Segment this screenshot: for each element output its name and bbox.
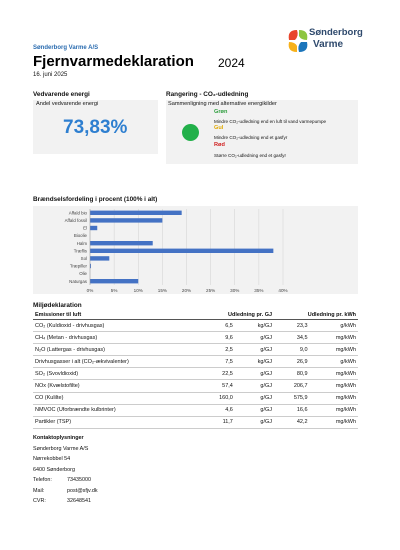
ranking-yellow-label: Gul: [214, 125, 224, 131]
emission-name: NMVOC (Uforbrændte kulbrinter): [33, 404, 197, 416]
emissions-section-title: Miljødeklaration: [33, 302, 82, 309]
declaration-year: 2024: [218, 56, 245, 70]
chart-x-tick-label: 5%: [110, 288, 118, 293]
contact-cvr-label: CVR:: [33, 498, 46, 504]
emission-name: Drivhusgasser i alt (CO₂-ækvivalenter): [33, 356, 197, 368]
chart-category-label: Bioolie: [73, 233, 87, 239]
renewable-label: Andel vedvarende energi: [36, 101, 99, 107]
contact-block: [33, 433, 98, 507]
chart-category-label: Træpiller: [69, 263, 87, 269]
emissions-header-row: [33, 311, 358, 320]
emission-value-gj: 2,5: [197, 344, 235, 356]
contact-city: 6400 Sønderborg: [33, 466, 75, 473]
ranking-indicator-icon: [182, 124, 199, 141]
emission-name: CO₂ (Kuldioxid - drivhusgas): [33, 320, 197, 332]
emissions-row: [33, 320, 358, 332]
ranking-red-desc: Større CO₂-udledning end et gasfyr: [214, 153, 286, 158]
emission-value-kwh: 206,7: [274, 380, 310, 392]
chart-category-label: Olie: [79, 271, 87, 277]
contact-mail-row: [33, 486, 98, 497]
emission-name: CH₄ (Metan - drivhusgas): [33, 332, 197, 344]
chart-bar: [90, 226, 97, 230]
renewable-panel: [33, 100, 158, 154]
chart-category-label: Naturgas: [69, 278, 87, 284]
emissions-row: [33, 368, 358, 380]
emission-unit-gj: g/GJ: [235, 332, 274, 344]
emission-unit-gj: g/GJ: [235, 392, 274, 404]
header-emission: Emissioner til luft: [33, 311, 197, 320]
emission-unit-kwh: g/kWh: [310, 320, 358, 332]
emission-value-kwh: 42,2: [274, 416, 310, 428]
emission-unit-gj: kg/GJ: [235, 356, 274, 368]
chart-category-label: Affald bio: [68, 210, 87, 216]
contact-phone: 73435000: [67, 477, 91, 483]
chart-bar: [90, 279, 138, 283]
header-per-kwh: Udledning pr. kWh: [274, 311, 358, 320]
emission-unit-gj: kg/GJ: [235, 320, 274, 332]
contact-phone-row: [33, 475, 98, 486]
header-per-gj: Udledning pr. GJ: [197, 311, 274, 320]
fuel-chart-title: Brændselsfordeling i procent (100% i alt): [33, 196, 158, 203]
ranking-subtitle: Sammenligning med alternative energikilder: [168, 101, 277, 107]
chart-category-label: Sol: [80, 256, 87, 261]
chart-x-tick-label: 35%: [254, 288, 264, 293]
emissions-row: [33, 380, 358, 392]
chart-x-tick-label: 15%: [157, 288, 167, 293]
emission-value-kwh: 26,9: [274, 356, 310, 368]
emission-unit-kwh: mg/kWh: [310, 368, 358, 380]
chart-category-label: Træflis: [73, 248, 87, 254]
declaration-date: 16. juni 2025: [33, 72, 68, 78]
emission-value-gj: 6,5: [197, 320, 235, 332]
contact-title: Kontaktoplysninger: [33, 435, 84, 441]
emission-value-kwh: 34,5: [274, 332, 310, 344]
emission-unit-kwh: mg/kWh: [310, 380, 358, 392]
emission-unit-gj: g/GJ: [235, 416, 274, 428]
emission-name: N₂O (Lattergas - drivhusgas): [33, 344, 197, 356]
contact-street: Nørrekobbel 54: [33, 456, 71, 462]
emission-name: SO₂ (Svovldioxid): [33, 368, 197, 380]
chart-x-tick-label: 30%: [230, 288, 240, 293]
chart-x-tick-label: 25%: [206, 288, 216, 293]
emission-unit-gj: g/GJ: [235, 404, 274, 416]
emission-unit-gj: g/GJ: [235, 368, 274, 380]
emission-value-gj: 160,0: [197, 392, 235, 404]
emission-unit-kwh: mg/kWh: [310, 344, 358, 356]
emission-unit-kwh: mg/kWh: [310, 332, 358, 344]
emission-value-gj: 4,6: [197, 404, 235, 416]
emissions-row: [33, 356, 358, 368]
company-logo: [283, 24, 373, 58]
emission-value-gj: 22,5: [197, 368, 235, 380]
fuel-distribution-chart: [33, 206, 358, 294]
page-title: Fjernvarmedeklaration: [33, 53, 194, 70]
emission-value-kwh: 23,3: [274, 320, 310, 332]
emissions-table: [33, 311, 358, 429]
chart-bar: [90, 211, 182, 215]
contact-phone-label: Telefon:: [33, 477, 52, 483]
emissions-row: [33, 332, 358, 344]
fuel-chart-panel: [33, 206, 358, 294]
contact-cvr: 32648541: [67, 498, 91, 504]
emission-value-gj: 11,7: [197, 416, 235, 428]
logo-text-line1: Sønderborg: [309, 27, 363, 38]
emission-unit-kwh: mg/kWh: [310, 392, 358, 404]
emission-value-gj: 57,4: [197, 380, 235, 392]
ranking-yellow-desc: Mindre CO₂-udledning end et gasfyr: [214, 135, 288, 140]
emissions-row: [33, 416, 358, 428]
emission-unit-kwh: mg/kWh: [310, 416, 358, 428]
ranking-green-label: Grøn: [214, 109, 228, 115]
emission-unit-gj: g/GJ: [235, 380, 274, 392]
renewable-section-title: Vedvarende energi: [33, 91, 90, 98]
logo-text-line2: Varme: [313, 39, 344, 50]
chart-x-tick-label: 0%: [86, 288, 94, 293]
renewable-value: 73,83%: [63, 117, 128, 138]
chart-x-tick-label: 40%: [278, 288, 288, 293]
ranking-green-desc: Mindre CO₂-udledning end en luft til vand varmepumpe: [214, 119, 327, 124]
contact-mail: post@sfjv.dk: [67, 487, 98, 494]
emissions-row: [33, 392, 358, 404]
ranking-section-title: Rangering - CO₂-udledning: [166, 91, 249, 98]
emission-value-kwh: 80,9: [274, 368, 310, 380]
emission-name: NOx (Kvælstofilte): [33, 380, 197, 392]
chart-category-label: El: [83, 225, 87, 231]
emissions-row: [33, 344, 358, 356]
emissions-row: [33, 404, 358, 416]
contact-mail-label: Mail:: [33, 487, 45, 494]
contact-cvr-row: [33, 496, 98, 507]
emission-name: CO (Kulilte): [33, 392, 197, 404]
chart-bar: [90, 241, 153, 245]
chart-bar: [90, 256, 109, 260]
chart-bar: [90, 249, 273, 253]
chart-bar: [90, 218, 162, 222]
emission-value-gj: 9,6: [197, 332, 235, 344]
contact-company: Sønderborg Varme A/S: [33, 445, 89, 452]
chart-category-label: Halm: [76, 240, 87, 246]
ranking-panel: [166, 100, 358, 164]
chart-category-label: Affald fossil: [64, 218, 87, 223]
emission-unit-gj: g/GJ: [235, 344, 274, 356]
chart-x-tick-label: 20%: [181, 288, 192, 293]
emission-value-gj: 7,5: [197, 356, 235, 368]
emission-value-kwh: 9,0: [274, 344, 310, 356]
ranking-red-label: Rød: [214, 142, 225, 148]
emission-unit-kwh: mg/kWh: [310, 404, 358, 416]
company-name: Sønderborg Varme A/S: [33, 45, 99, 51]
emission-value-kwh: 575,9: [274, 392, 310, 404]
chart-x-tick-label: 10%: [133, 288, 143, 293]
emission-value-kwh: 16,6: [274, 404, 310, 416]
emission-unit-kwh: g/kWh: [310, 356, 358, 368]
emission-name: Partikler (TSP): [33, 416, 197, 428]
